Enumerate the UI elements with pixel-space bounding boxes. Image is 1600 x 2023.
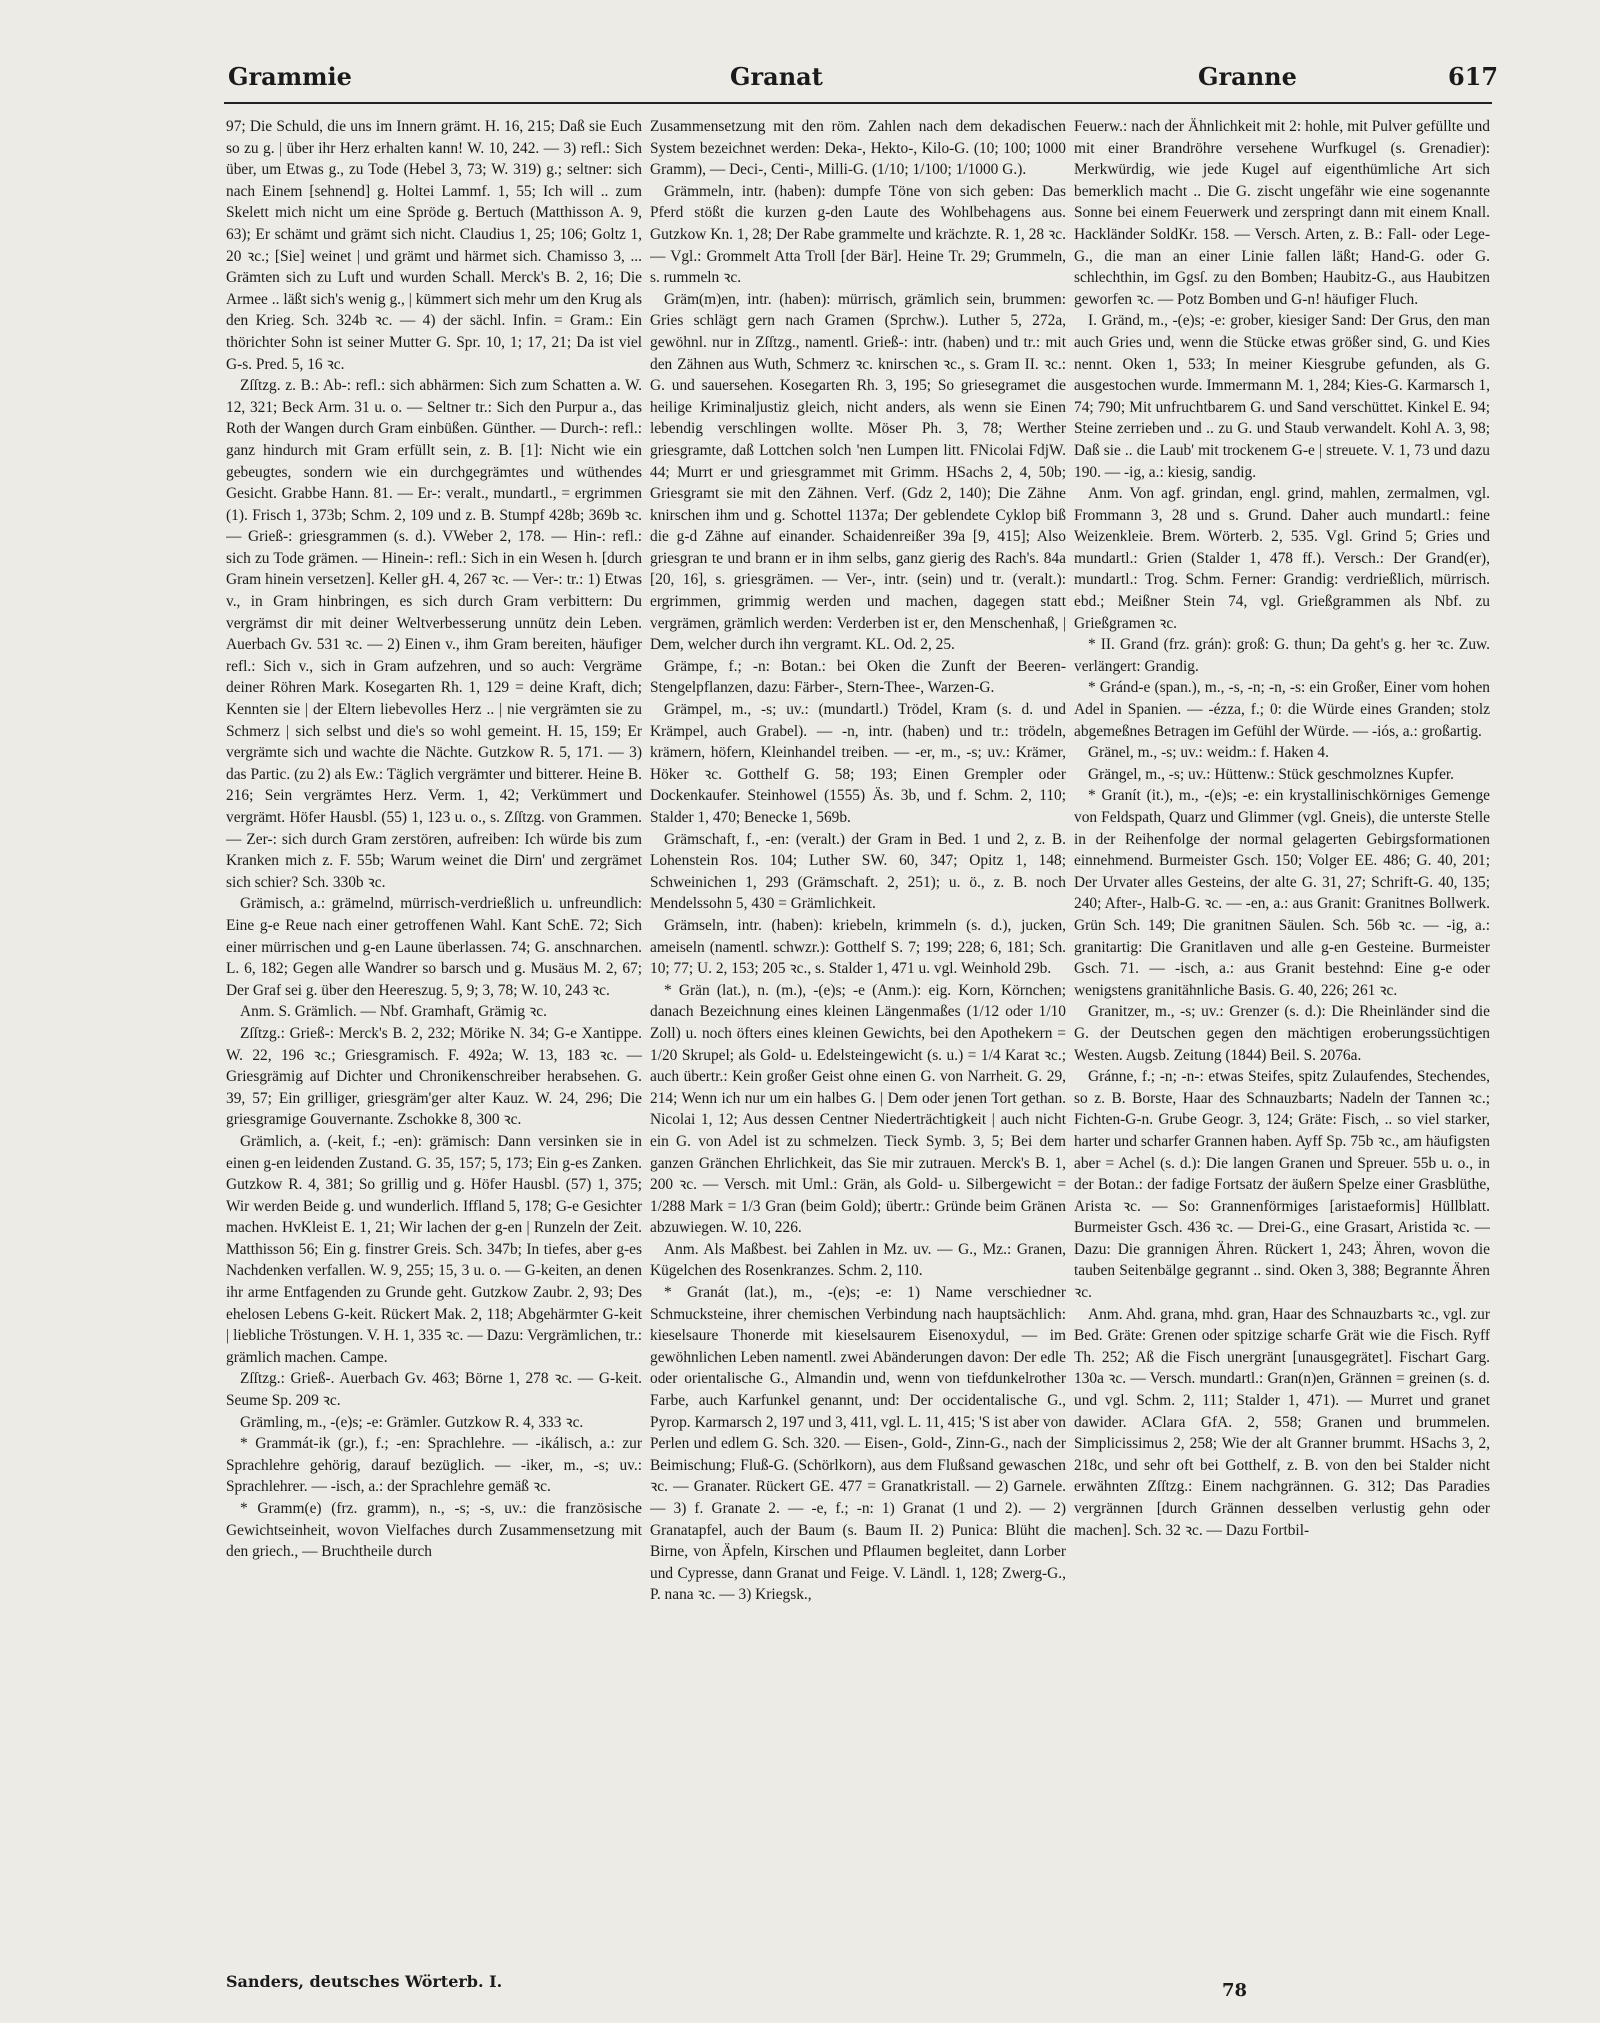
entry-paragraph: * Grammát-ik (gr.), f.; -en: Sprachlehre. — -ikálisch, a.: zur Sprachlehre gehörig, darauf bezüglich. — -iker, m., -s; uv.: Sprachlehrer. — -isch, a.: der Sprachlehre gemäß ꝛc. — [226, 1435, 642, 1496]
entry-paragraph: Anm. S. Grämlich. — Nbf. Gramhaft, Grämig ꝛc. — [240, 1003, 547, 1021]
entry-paragraph: Granitzer, m., -s; uv.: Grenzer (s. d.): Die Rheinländer sind die G. der Deutschen gegen den mächtigen eroberungssüchtigen Westen. Augsb. Zeitung (1844) Beil. S. 2076a. — [1074, 1003, 1490, 1064]
entry-paragraph: Gránne, f.; -n; -n-: etwas Steifes, spitz Zulaufendes, Stechendes, so z. B. Borste, Haar des Schnauzbarts; Nadeln der Tannen ꝛc.; Fichten-G-n. Grube Geogr. 3, 124; Gräte: Fisch, .. so viel starker, harter und scharfer Grannen haben. Ayff Sp. 75b ꝛc., am häufigsten aber = Achel (s. d.): Die langen Granen und Spreuer. 55b u. o., in der Botan.: der fadige Fortsatz der äußern Spelze einer Grasblüthe, Arista ꝛc. — So: Grannenförmiges [aristaeformis] Hüllblatt. Burmeister Gsch. 436 ꝛc. — Drei-G., eine Grasart, Aristida ꝛc. — Dazu: Die grannigen Ähren. Rückert 1, 243; Ähren, wovon die tauben Seitenbälge gegrannt .. sind. Oken 3, 388; Begrannte Ähren ꝛc. — [1074, 1068, 1490, 1302]
entry-paragraph: * Gramm(e) (frz. gramm), n., -s; -s, uv.: die französische Gewichtseinheit, wovon Vielfaches durch Zusammensetzung mit den griech., — Bruchtheile durch — [226, 1500, 642, 1561]
entry-paragraph: Grämisch, a.: grämelnd, mürrisch-verdrießlich u. unfreundlich: Eine g-e Reue nach einer getroffenen Wahl. Kant SchE. 72; Sich einer mürrischen und g-en Laune überlassen. 74; G. anschnarchen. L. 6, 182; Gegen alle Wandrer so barsch und g. Musäus M. 2, 67; Der Graf sei g. über den Heereszug. 5, 9; 3, 78; W. 10, 243 ꝛc. — [226, 895, 642, 999]
entry-paragraph: Grämlich, a. (-keit, f.; -en): grämisch: Dann versinken sie in einen g-en leidenden Zustand. G. 35, 157; 5, 173; Ein g-es Zanken. Gutzkow R. 4, 381; So grillig und g. Höfer Hausbl. (57) 1, 375; Wir werden Beide g. und wunderlich. Iffland 5, 178; G-e Gesichter machen. HvKleist E. 1, 21; Wir lachen der g-en | Runzeln der Zeit. Matthisson 56; Ein g. finstrer Greis. Sch. 347b; In tiefes, aber g-es Nachdenken verfallen. W. 9, 255; 15, 3 u. o. — G-keiten, an denen ihr arme Entfagenden zu Grunde geht. Gutzkow Zaubr. 2, 93; Des ehelosen Lebens G-keit. Rückert Mak. 2, 118; Abgehärmter G-keit | liebliche Tröstungen. V. H. 1, 335 ꝛc. — Dazu: Vergrämlichen, tr.: grämlich machen. Campe. — [226, 1132, 642, 1366]
entry-paragraph: Zſſtzg. z. B.: Ab-: refl.: sich abhärmen: Sich zum Schatten a. W. 12, 321; Beck Arm. 31 u. o. — Seltner tr.: Sich den Purpur a., das Roth der Wangen durch Gram einbüßen. Günther. — Durch-: refl.: ganz hindurch mit Gram erfüllt sein, z. B. [1]: Nicht wie ein gebeugtes, sondern wie ein durchgegrämtes und wüthendes Gesicht. Grabbe Hann. 81. — Er-: veralt., mundartl., = ergrimmen (1). Frisch 1, 373b; Schm. 2, 109 und z. B. Stumpf 428b; 369b ꝛc. — Grieß-: griesgrammen (s. d.). VWeber 2, 178. — Hin-: refl.: sich zu Tode grämen. — Hinein-: refl.: Sich in ein Wesen h. [durch Gram hinein versetzen]. Keller gH. 4, 267 ꝛc. — Ver-: tr.: 1) Etwas v., in Gram hinbringen, es sich durch Gram verbittern: Du vergrämst dir mit deiner Weltverbesserung unnütz dein Leben. Auerbach Gv. 531 ꝛc. — 2) Einen v., ihm Gram bereiten, häufiger refl.: Sich v., sich in Gram aufzehren, und so auch: Vergräme deiner Röhren Mark. Kosegarten Rh. 1, 129 = deine Kraft, dich; Kennten sie | der Eltern liebevolles Herz .. | nie vergrämten sie zu Schmerz | sich selbst und die's so wohl gemeint. H. 15, 159; Er vergrämte sich und wachte die Nächte. Gutzkow R. 5, 171. — 3) das Partic. (zu 2) als Ew.: Täglich vergrämter und bitterer. Heine B. 216; Sein vergrämtes Herz. Verm. 1, 42; Verkümmert und vergrämt. Höfer Hausbl. (55) 1, 123 u. o., s. Zſſtzg. von Grammen. — Zer-: sich durch Gram zerstören, aufreiben: Ich würde bis zum Kranken mich z. F. 55b; Warum weinet die Dirn' und zergrämet sich schier? Sch. 330b ꝛc. — [226, 377, 642, 891]
signature-line: Sanders, deutsches Wörterb. I. — [226, 1972, 503, 1991]
entry-paragraph: Anm. Ahd. grana, mhd. gran, Haar des Schnauzbarts ꝛc., vgl. zur Bed. Gräte: Grenen oder spitzige scharfe Grät wie die Fisch. Ryff Th. 252; Aß die Fisch unergränt [unausgegrätet]. Fischart Garg. 130a ꝛc. — Versch. mundartl.: Gran(n)en, Grännen = greinen (s. d. und vgl. Schm. 2, 111; Stalder 1, 471). — Murret und granet dawider. AClara GfA. 2, 558; Granen und brummelen. Simplicissimus 2, 258; Wie der alt Granner brummt. HSachs 3, 2, 218c, und sehr oft bei Gotthelf, z. B. von den bei Stalder nicht erwähnten Zſſtzg.: Einem nachgrännen. G. 312; Das Paradies vergrännen [durch Grännen desselben verlustig gehn oder machen]. Sch. 32 ꝛc. — Dazu Fortbil- — [1074, 1305, 1490, 1539]
entry-paragraph: Zusammensetzung mit den röm. Zahlen nach dem dekadischen System bezeichnet werden: Deka-, Hekto-, Kilo-G. (10; 100; 1000 Gramm), — Deci-, Centi-, Milli-G. (1/10; 1/100; 1/1000 G.). — [650, 118, 1066, 179]
entry-paragraph: 97; Die Schuld, die uns im Innern grämt. H. 16, 215; Daß sie Euch so zu g. | über ihr Herz erhalten kann! W. 10, 242. — 3) refl.: Sich über, um Etwas g., zu Tode (Hebel 3, 73; W. 319) g.; seltner: sich nach Einem [sehnend] g. Holtei Lammf. 1, 55; Ich will .. zum Skelett mich nicht um eine Spröde g. Bertuch (Matthisson A. 9, 63); Er schämt und grämt sich nicht. Claudius 1, 25; 106; Goltz 1, 20 ꝛc.; [Sie] weinet | und grämt und härmet sich. Chamisso 3, ... Grämten sich zu Luft und wurden Schall. Merck's B. 2, 16; Die Armee .. läßt sich's wenig g., | kümmert sich mehr um den Krug als den Krieg. Sch. 324b ꝛc. — 4) der sächl. Infin. = Gram.: Ein thörichter Sohn ist seiner Mutter G. Spr. 10, 1; 17, 21; Da ist viel G-s. Pred. 5, 16 ꝛc. — [226, 118, 642, 373]
entry-paragraph: Grämschaft, f., -en: (veralt.) der Gram in Bed. 1 und 2, z. B. Lohenstein Ros. 104; Luther SW. 60, 347; Opitz 1, 148; Schweinichen 1, 293 (Grämschaft. 2, 251); u. ö., z. B. noch Mendelssohn 5, 430 = Grämlichkeit. — [650, 830, 1066, 913]
entry-paragraph: Zſſtzg.: Grieß-: Merck's B. 2, 232; Mörike N. 34; G-e Xantippe. W. 22, 196 ꝛc.; Griesgramisch. F. 492a; W. 13, 183 ꝛc. — Griesgrämig auf Dichter und Chronikenschreiber herabsehen. G. 39, 57; Ein grilliger, griesgräm'ger alter Kauz. W. 24, 296; Die griesgramige Gouvernante. Zschokke 8, 300 ꝛc. — [226, 1024, 642, 1129]
entry-paragraph: Grämpe, f.; -n: Botan.: bei Oken die Zunft der Beeren-Stengelpflanzen, dazu: Färber-, Stern-Thee-, Warzen-G. — [650, 657, 1066, 697]
running-header — [0, 62, 1600, 96]
entry-paragraph: Grämmeln, intr. (haben): dumpfe Töne von sich geben: Das Pferd stößt die kurzen g-den Laute des Wohlbehagens aus. Gutzkow Kn. 1, 28; Der Rabe grammelte und krächzte. R. 1, 28 ꝛc. — Vgl.: Grommelt Atta Troll [der Bär]. Heine Tr. 29; Grummeln, s. rummeln ꝛc. — [650, 182, 1066, 287]
entry-paragraph: Anm. Von agf. grindan, engl. grind, mahlen, zermalmen, vgl. Frommann 3, 28 und s. Grund. Daher auch mundartl.: feine Weizenkleie. Brem. Wörterb. 2, 535. Vgl. Grind 5; Gries und mundartl.: Grien (Stalder 1, 478 ff.). Versch.: Der Grand(er), mundartl.: Trog. Schm. Ferner: Grandig: verdrießlich, mürrisch. ebd.; Meißner Stein 74, vgl. Grießgrammen als Nbf. zu Grießgramen ꝛc. — [1074, 485, 1490, 632]
entry-paragraph: * II. Grand (frz. grán): groß: G. thun; Da geht's g. her ꝛc. Zuw. verlängert: Grandig. — [1074, 636, 1490, 675]
page-number: 617 — [1448, 62, 1499, 91]
entry-paragraph: Gränel, m., -s; uv.: weidm.: f. Haken 4. — [1088, 744, 1329, 762]
entry-paragraph: Grängel, m., -s; uv.: Hüttenw.: Stück geschmolznes Kupfer. — [1088, 765, 1455, 783]
entry-paragraph: * Grän (lat.), n. (m.), -(e)s; -e (Anm.): eig. Korn, Körnchen; danach Bezeichnung eines kleinen Längenmaßes (1/12 oder 1/10 Zoll) u. noch öfters eines kleinen Gewichts, bei den Apothekern = 1/20 Skrupel; als Gold- u. Edelsteingewicht (s. u.) = 1/4 Karat ꝛc.; auch übertr.: Kein großer Geist ohne einen G. von Narrheit. G. 29, 214; Wenn ich nur um ein halbes G. | Dem oder jenen Tort gethan. Nicolai 1, 12; Aus dessen Centner Niederträchtigkeit | auch nicht ein G. von Adel ist zu schmelzen. Tieck Symb. 3, 5; Bei dem ganzen Gränchen Ehrlichkeit, das Sie mir zutrauen. Merck's B. 1, 200 ꝛc. — Versch. mit Uml.: Grän, als Gold- u. Silbergewicht = 1/288 Mark = 1/3 Gran (beim Gold); übertr.: Gründe beim Gränen abzuwiegen. W. 10, 226. — [650, 981, 1066, 1237]
entry-paragraph: I. Gränd, m., -(e)s; -e: grober, kiesiger Sand: Der Grus, den man auch Gries und, wenn die Stücke etwas größer sind, G. und Kies nennt. Oken 1, 533; In meiner Kiesgrube gefunden, als G. ausgestochen wurde. Immermann M. 1, 284; Kies-G. Karmarsch 1, 74; 790; Mit unfruchtbarem G. und Sand verschüttet. Kinkel E. 94; Steine zerrieben und .. zu G. und Staub verwandelt. Kohl A. 3, 98; Daß sie .. die Laub' mit trockenem G-e | streuete. V. 1, 73 und dazu 190. — -ig, a.: kiesig, sandig. — [1074, 312, 1490, 481]
entry-paragraph: Zſſtzg.: Grieß-. Auerbach Gv. 463; Börne 1, 278 ꝛc. — G-keit. Seume Sp. 209 ꝛc. — [226, 1370, 642, 1410]
entry-paragraph: Grämseln, intr. (haben): kriebeln, krimmeln (s. d.), jucken, ameiseln (namentl. schwzr.): Gotthelf S. 7; 199; 228; 6, 181; Sch. 10; 77; U. 2, 153; 205 ꝛc., s. Stalder 1, 471 u. vgl. Weinhold 29b. — [650, 916, 1066, 978]
entry-paragraph: Anm. Als Maßbest. bei Zahlen in Mz. uv. — G., Mz.: Granen, Kügelchen des Rosenkranzes. Schm. 2, 110. — [650, 1240, 1066, 1280]
entry-paragraph: Grämling, m., -(e)s; -e: Grämler. Gutzkow R. 4, 333 ꝛc. — [240, 1413, 584, 1431]
text-column-right — [1074, 116, 1490, 1936]
entry-paragraph: * Granít (it.), m., -(e)s; -e: ein krystallinischkörniges Gemenge von Feldspath, Quarz und Glimmer (vgl. Gneis), die unterste Stelle in der Reihenfolge der normal gelagerten Gebirgsformationen einnehmend. Burmeister Gsch. 150; Volger EE. 486; G. 40, 201; Der Urvater alles Gesteins, der alte G. 31, 27; Schrift-G. 40, 135; 240; After-, Halb-G. ꝛc. — -en, a.: aus Granit: Granitnes Bollwerk. Grün Sch. 149; Die granitnen Säulen. Sch. 56b ꝛc. — -ig, a.: granitartig: Die Granitlaven und alle g-en Gesteine. Burmeister Gsch. 71. — -isch, a.: aus Granit bestehnd: Eine g-e oder wenigstens granitähnliche Basis. G. 40, 226; 261 ꝛc. — [1074, 787, 1490, 999]
header-right-word: Granne — [1198, 62, 1297, 91]
header-left-word: Grammie — [228, 62, 352, 91]
text-column-left — [226, 116, 642, 1936]
entry-paragraph: Gräm(m)en, intr. (haben): mürrisch, grämlich sein, brummen: Gries schlägt gern nach Gramen (Sprchw.). Luther 5, 272a, gewöhnl. nur in Zſſtzg., namentl. Grieß-: intr. (haben) und tr.: mit den Zähnen aus Wuth, Schmerz ꝛc. knirschen ꝛc., s. Gram II. ꝛc.: G. und sauersehen. Kosegarten Rh. 3, 195; So griesegramet die heilige Kriminaljustiz gleich, nicht anders, als wenn sie Einen lebendig verschlingen wollte. Möser Ph. 3, 78; Werther griesgramte, daß Lottchen solch 'nen Lumpen litt. FNicolai FdjW. 44; Murrt er und griesgrammet mit Grimm. HSachs 2, 4, 50b; Griesgramt sie mit den Zähnen. Verf. (Gdz 2, 140); Die Zähne knirschen ihm und g. Schottel 1137a; Der geblendete Cyklop biß die g-d Zähne auf einander. Schaidenreißer 39a [9, 415]; Also griesgran te und brann er in ihm selbs, ganz gierig des Rach's. 84a [20, 16], s. griesgrämen. — Ver-, intr. (sein) und tr. (veralt.): ergrimmen, grimmig werden und machen, dagegen statt vergrämen, grämlich werden: Verderben ist er, den Menschenhaß, | Dem, welcher durch ihn vergramt. KL. Od. 2, 25. — [650, 290, 1066, 654]
entry-paragraph: * Gránd-e (span.), m., -s, -n; -n, -s: ein Großer, Einer vom hohen Adel in Spanien. — -ézza, f.; 0: die Würde eines Granden; stolz abgemeßnes Betragen im Gefühl der Würde. — -iós, a.: großartig. — [1074, 679, 1490, 740]
header-center-word: Granat — [730, 62, 823, 91]
entry-paragraph: Grämpel, m., -s; uv.: (mundartl.) Trödel, Kram (s. d. und Krämpel, auch Grabel). — -n, intr. (haben) und tr.: trödeln, krämern, höfern, Kleinhandel treiben. — -er, m., -s; uv.: Krämer, Höker ꝛc. Gotthelf G. 58; 193; Einen Grempler oder Dockenkaufer. Steinhowel (1555) Äs. 3b, und f. Schm. 2, 110; Stalder 1, 470; Benecke 1, 569b. — [650, 701, 1066, 826]
entry-paragraph: Feuerw.: nach der Ähnlichkeit mit 2: hohle, mit Pulver gefüllte und mit einer Brandröhre versehene Wurfkugel (s. Grenadier): Merkwürdig, wie jede Kugel auf eigenthümliche Art sich bemerklich macht .. Die G. zischt ungefähr wie eine sogenannte Sonne bei einem Feuerwerk und zerspringt dann mit einem Knall. Hackländer SoldKr. 158. — Versch. Arten, z. B.: Fall- oder Lege-G., die man an einer Linie fallen läßt; Hand-G. oder G. schlechthin, im Ggsſ. zu den Bomben; Haubitz-G., aus Haubitzen geworfen ꝛc. — Potz Bomben und G-n! häufiger Fluch. — [1074, 118, 1490, 308]
text-column-middle — [650, 116, 1066, 1936]
sheet-number: 78 — [1222, 1980, 1248, 2001]
entry-paragraph: * Granát (lat.), m., -(e)s; -e: 1) Name verschiedner Schmucksteine, ihrer chemischen Verbindung nach hauptsächlich: kieselsaure Thonerde mit kieselsaurem Eisenoxydul, — im gewöhnlichen Leben namentl. zwei Abänderungen davon: Der edle oder orientalische G., Almandin und, wenn von tiefdunkelrother Farbe, auch Karfunkel genannt, und: Der occidentalische G., Pyrop. Karmarsch 2, 197 und 3, 411, vgl. L. 11, 415; 'S ist aber von Perlen und edlem G. Sch. 320. — Eisen-, Gold-, Zinn-G., nach der Beimischung; Fluß-G. (Schörlkorn), aus dem Flußsand gewaschen ꝛc. — Granater. Rückert GE. 477 = Granatkristall. — 2) Garnele. — 3) f. Granate 2. — -e, f.; -n: 1) Granat (1 und 2). — 2) Granatapfel, auch der Baum (s. Baum II. 2) Punica: Blüht die Birne, von Äpfeln, Kirschen und Pflaumen begleitet, dann Lorber und Cypresse, dann Granat und Feige. V. Ländl. 1, 128; Zwerg-G., P. nana ꝛc. — 3) Kriegsk., — [650, 1284, 1066, 1604]
header-rule — [224, 102, 1492, 104]
